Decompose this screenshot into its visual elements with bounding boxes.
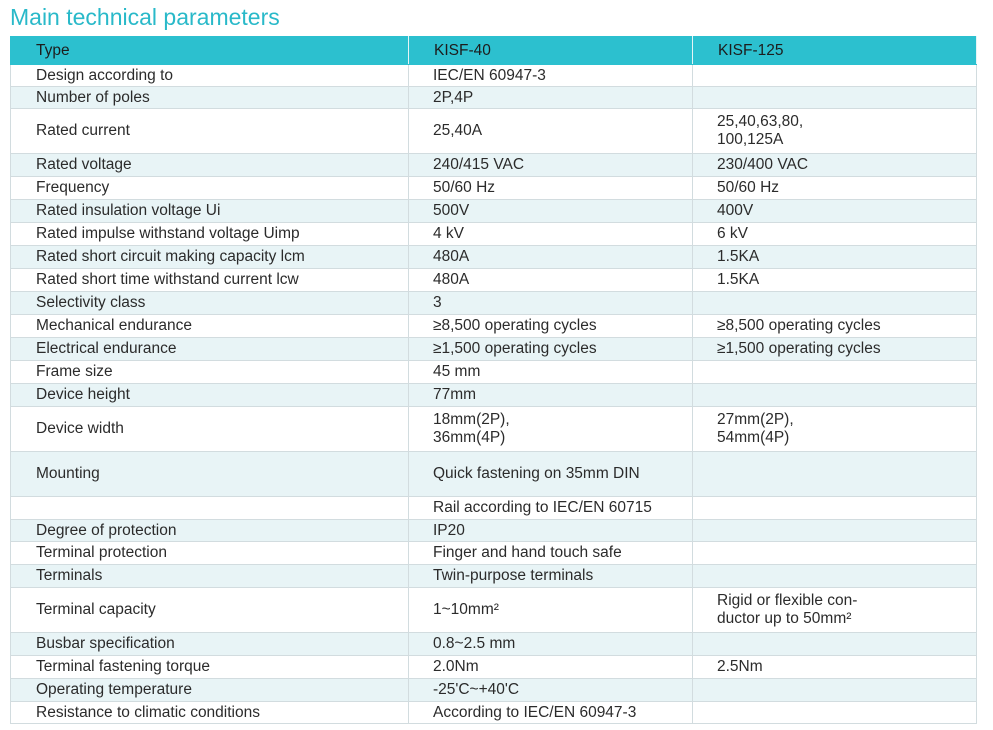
row-value-kisf-125: ≥8,500 operating cycles <box>693 315 977 338</box>
row-value-kisf-40: -25'C~+40'C <box>409 679 693 702</box>
row-label: Operating temperature <box>11 679 409 702</box>
row-value-kisf-40: 500V <box>409 200 693 223</box>
row-label: Device height <box>11 384 409 407</box>
row-value-kisf-125 <box>693 497 977 520</box>
table-row <box>11 223 977 246</box>
row-label: Design according to <box>11 65 409 87</box>
row-value-kisf-40: Finger and hand touch safe <box>409 542 693 565</box>
row-value-kisf-40: 2.0Nm <box>409 656 693 679</box>
row-label: Mounting <box>11 452 409 497</box>
row-value-kisf-125: 1.5KA <box>693 269 977 292</box>
row-value-kisf-40: Rail according to IEC/EN 60715 <box>409 497 693 520</box>
table-row <box>11 315 977 338</box>
row-value-kisf-125 <box>693 452 977 497</box>
row-value-kisf-40: 4 kV <box>409 223 693 246</box>
row-label: Rated current <box>11 109 409 154</box>
table-row <box>11 109 977 154</box>
row-value-kisf-40: 480A <box>409 246 693 269</box>
row-value-kisf-40: IEC/EN 60947-3 <box>409 65 693 87</box>
row-label: Rated short circuit making capacity lcm <box>11 246 409 269</box>
row-value-kisf-125: 6 kV <box>693 223 977 246</box>
row-value-kisf-125: 400V <box>693 200 977 223</box>
row-value-kisf-125: ≥1,500 operating cycles <box>693 338 977 361</box>
table-row <box>11 542 977 565</box>
row-value-kisf-40: 50/60 Hz <box>409 177 693 200</box>
row-value-kisf-125 <box>693 520 977 542</box>
row-label: Degree of protection <box>11 520 409 542</box>
row-value-kisf-125: 50/60 Hz <box>693 177 977 200</box>
row-value-kisf-40: ≥1,500 operating cycles <box>409 338 693 361</box>
row-value-kisf-40: Twin-purpose terminals <box>409 565 693 588</box>
row-value-kisf-40: 240/415 VAC <box>409 154 693 177</box>
row-value-kisf-40: 0.8~2.5 mm <box>409 633 693 656</box>
table-row <box>11 269 977 292</box>
row-value-kisf-40: 480A <box>409 269 693 292</box>
row-label: Rated short time withstand current lcw <box>11 269 409 292</box>
row-value-kisf-125 <box>693 565 977 588</box>
row-label: Terminal protection <box>11 542 409 565</box>
header-type: Type <box>11 37 409 65</box>
table-row <box>11 177 977 200</box>
row-label: Frequency <box>11 177 409 200</box>
row-label: Selectivity class <box>11 292 409 315</box>
header-kisf-40: KISF-40 <box>409 37 693 65</box>
table-row <box>11 246 977 269</box>
row-value-kisf-125 <box>693 292 977 315</box>
row-value-kisf-125 <box>693 361 977 384</box>
table-header-row <box>11 37 977 65</box>
table-row <box>11 633 977 656</box>
row-label <box>11 497 409 520</box>
row-label: Rated insulation voltage Ui <box>11 200 409 223</box>
row-value-kisf-125 <box>693 65 977 87</box>
table-row <box>11 338 977 361</box>
row-value-kisf-125: 2.5Nm <box>693 656 977 679</box>
row-label: Resistance to climatic conditions <box>11 702 409 724</box>
row-value-kisf-125 <box>693 384 977 407</box>
table-row <box>11 497 977 520</box>
row-label: Device width <box>11 407 409 452</box>
row-label: Terminal fastening torque <box>11 656 409 679</box>
row-value-kisf-40: 1~10mm² <box>409 588 693 633</box>
row-label: Terminal capacity <box>11 588 409 633</box>
header-kisf-125: KISF-125 <box>693 37 977 65</box>
table-row <box>11 407 977 452</box>
page-title: Main technical parameters <box>10 4 280 30</box>
table-row <box>11 656 977 679</box>
table-row <box>11 565 977 588</box>
row-value-kisf-125: 230/400 VAC <box>693 154 977 177</box>
table-row <box>11 292 977 315</box>
row-value-kisf-40: 77mm <box>409 384 693 407</box>
table-row <box>11 702 977 724</box>
row-label: Rated impulse withstand voltage Uimp <box>11 223 409 246</box>
table-row <box>11 520 977 542</box>
row-value-kisf-40: 25,40A <box>409 109 693 154</box>
row-value-kisf-40: ≥8,500 operating cycles <box>409 315 693 338</box>
row-value-kisf-40: 2P,4P <box>409 87 693 109</box>
parameters-table <box>10 36 977 724</box>
row-label: Mechanical endurance <box>11 315 409 338</box>
row-value-kisf-40: 18mm(2P), 36mm(4P) <box>409 407 693 452</box>
row-value-kisf-125: 1.5KA <box>693 246 977 269</box>
row-value-kisf-40: Quick fastening on 35mm DIN <box>409 452 693 497</box>
table-row <box>11 65 977 87</box>
row-value-kisf-125 <box>693 679 977 702</box>
row-value-kisf-125 <box>693 542 977 565</box>
row-label: Busbar specification <box>11 633 409 656</box>
row-value-kisf-125 <box>693 87 977 109</box>
table-row <box>11 588 977 633</box>
table-row <box>11 679 977 702</box>
table-body <box>11 65 977 724</box>
row-value-kisf-125: 25,40,63,80, 100,125A <box>693 109 977 154</box>
row-label: Number of poles <box>11 87 409 109</box>
table-row <box>11 361 977 384</box>
table-row <box>11 154 977 177</box>
row-value-kisf-40: 45 mm <box>409 361 693 384</box>
row-value-kisf-40: According to IEC/EN 60947-3 <box>409 702 693 724</box>
row-value-kisf-125 <box>693 633 977 656</box>
row-label: Rated voltage <box>11 154 409 177</box>
table-row <box>11 452 977 497</box>
row-value-kisf-125: 27mm(2P), 54mm(4P) <box>693 407 977 452</box>
table-row <box>11 87 977 109</box>
row-label: Frame size <box>11 361 409 384</box>
row-label: Electrical endurance <box>11 338 409 361</box>
table-row <box>11 384 977 407</box>
table-row <box>11 200 977 223</box>
row-label: Terminals <box>11 565 409 588</box>
row-value-kisf-125: Rigid or flexible con- ductor up to 50mm² <box>693 588 977 633</box>
row-value-kisf-40: IP20 <box>409 520 693 542</box>
row-value-kisf-40: 3 <box>409 292 693 315</box>
row-value-kisf-125 <box>693 702 977 724</box>
